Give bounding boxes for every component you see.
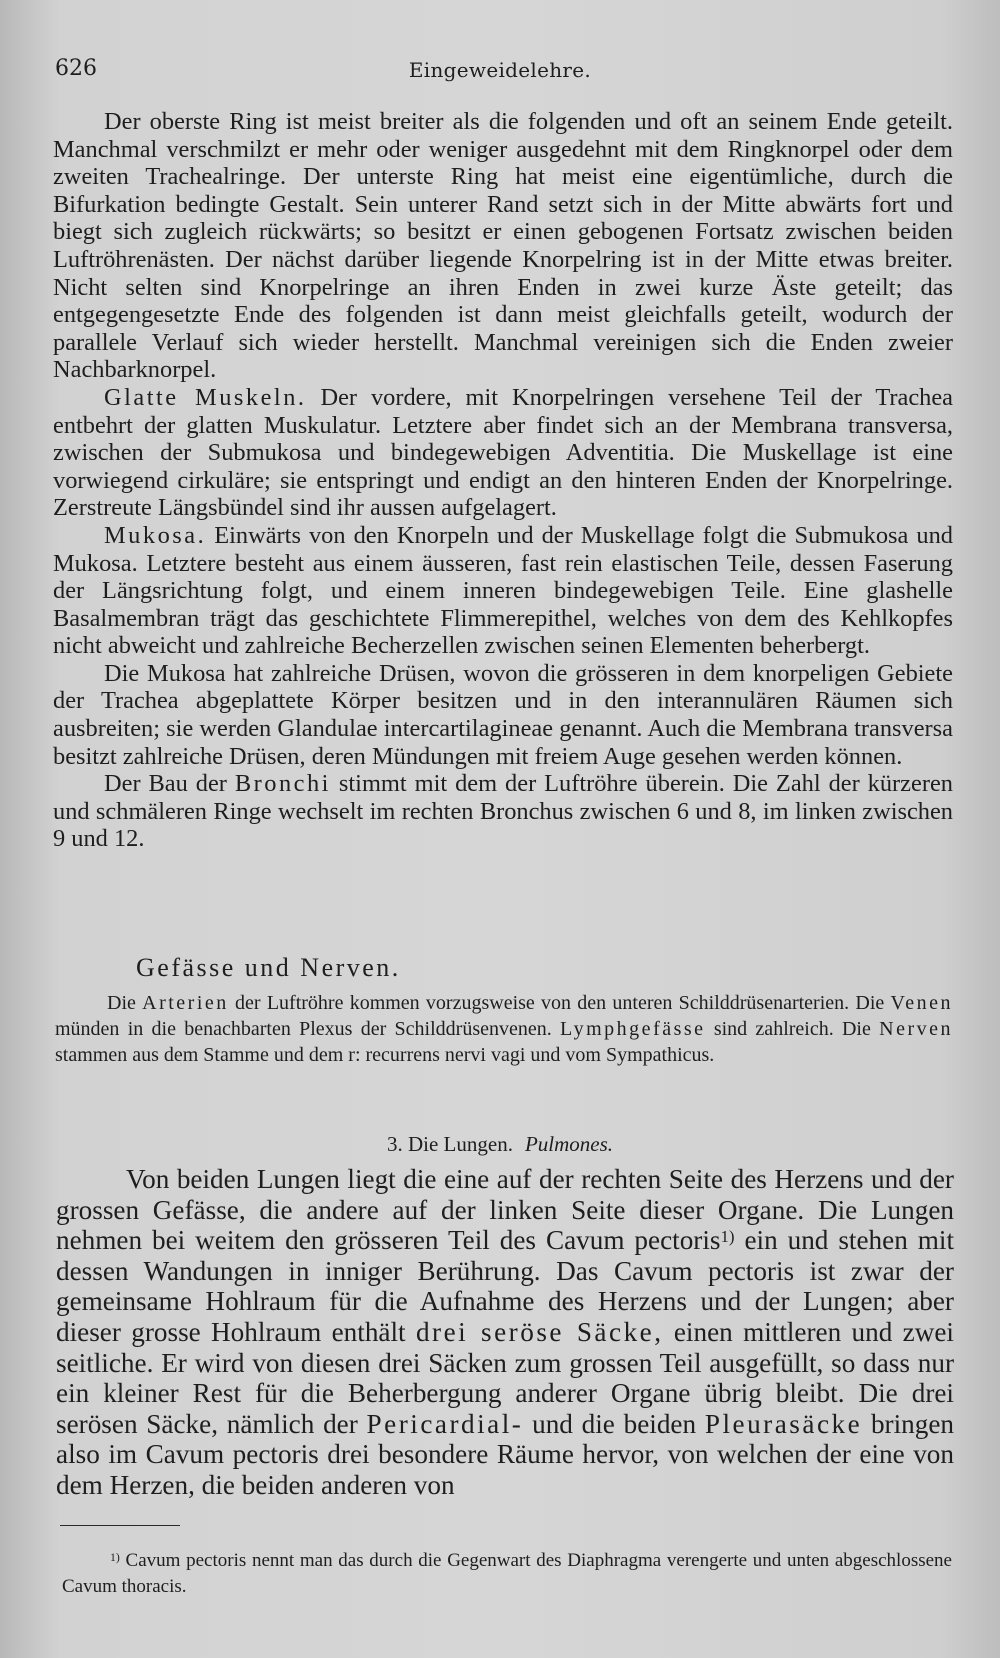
term-glatte-muskeln: Glatte Muskeln. xyxy=(104,383,307,411)
term-lymphgefaesse: Lymphgefässe xyxy=(560,1018,706,1040)
page-number: 626 xyxy=(55,56,97,81)
section-title-vessels-nerves: Gefässe und Nerven. xyxy=(136,953,401,982)
term-mukosa: Mukosa. xyxy=(104,521,207,549)
paragraph-bronchi: Der Bau der Bronchi stimmt mit dem der Luftröhre überein. Die Zahl der kürzeren und schmäleren Ringe wechselt im rechten Bronchus zwischen 6 und 8, im linken zwischen 9 und 12. xyxy=(53,770,953,853)
paragraph-cartilage-rings: Der oberste Ring ist meist breiter als die folgenden und oft an seinem Ende geteilt. Manchmal verschmilzt er mehr oder weniger ausgedehnt mit dem Ringknorpel oder dem zweiten Trachealringe. Der unterste Ring hat meist eine eigentümliche, durch die Bifurkation bedingte Gestalt. Sein unterer Rand setzt sich in der Mitte abwärts fort und biegt sich zugleich rückwärts; so besitzt er einen gebogenen Fortsatz zwischen beiden Luftröhrenästen. Der nächst darüber liegende Knorpelring ist in der Mitte etwas breiter. Nicht selten sind Knorpelringe an ihren Enden in zwei kurze Äste geteilt; das entgegengesetzte Ende des folgenden ist dann meist gleichfalls geteilt, wodurch der parallele Verlauf sich wieder herstellt. Manchmal vereinigen sich die Enden zweier Nachbarknorpel. xyxy=(53,108,953,384)
vessels-nerves-text xyxy=(55,990,953,1068)
paragraph-vessels-nerves: Die Arterien der Luftröhre kommen vorzugsweise von den unteren Schilddrüsenarterien. Die Venen münden in die benachbarten Plexus der Schilddrüsenvenen. Lymphgefässe sind zahlreich. Die Nerven stammen aus dem Stamme und dem r: recurrens nervi vagi und vom Sympathicus. xyxy=(55,992,954,1066)
page-header xyxy=(55,56,945,86)
footnote xyxy=(62,1548,952,1600)
footnote-reference: 1) xyxy=(720,1226,735,1246)
footnote-divider xyxy=(60,1525,180,1526)
paragraph-mucosa: Mukosa. Einwärts von den Knorpeln und der Muskellage folgt die Submukosa und Mukosa. Letztere besteht aus einem äusseren, fast rein elastischen Teile, dessen Faserung der Längsrichtung folgt, und einem inneren bindegewebigen Teile. Eine glashelle Basalmembran trägt das geschichtete Flimmerepithel, welches von dem des Kehlkopfes nicht abweicht und zahlreiche Becherzellen zwischen seinen Elementen beherbergt. xyxy=(53,521,953,660)
trachea-text xyxy=(53,108,953,853)
chapter-title-lungs xyxy=(0,1132,1000,1157)
term-pericardial: Pericardial- xyxy=(366,1408,524,1439)
paragraph-lungs: Von beiden Lungen liegt die eine auf der rechten Seite des Herzens und der grossen Gefässe, die andere auf der linken Seite dieser Organe. Die Lungen nehmen bei weitem den grösseren Teil des Cavum pectoris$^{1)}$ ein und stehen mit dessen Wandungen in inniger Berührung. Das Cavum pectoris ist zwar der gemeinsame Hohlraum für die Aufnahme des Herzens und der Lungen; aber dieser grosse Hohlraum enthält drei seröse Säcke, einen mittleren und zwei seitliche. Er wird von diesen drei Säcken zum grossen Teil ausgefüllt, so dass nur ein kleiner Rest für die Beherbergung anderer Organe übrig bleibt. Die drei serösen Säcke, nämlich der Pericardial- und die beiden Pleurasäcke bringen also im Cavum pectoris drei besondere Räume hervor, von welchen der eine von dem Herzen, die beiden anderen von xyxy=(56,1164,954,1500)
term-bronchi: Bronchi xyxy=(234,770,331,798)
term-venen: Venen xyxy=(890,992,953,1014)
footnote-text: $^{1)}$ Cavum pectoris nennt man das durch die Gegenwart des Diaphragma verengerte und unten abgeschlossene Cavum thoracis. xyxy=(62,1550,952,1597)
running-head: Eingeweidelehre. xyxy=(408,58,592,82)
term-arterien: Arterien xyxy=(142,992,229,1014)
paragraph-glands: Die Mukosa hat zahlreiche Drüsen, wovon die grösseren in dem knorpeligen Gebiete der Trachea abgeplattete Körper besitzen und in den interannulären Räumen sich ausbreiten; sie werden Glandulae intercartilagineae genannt. Auch die Membrana transversa besitzt zahlreiche Drüsen, deren Mündungen mit freiem Auge gesehen werden können. xyxy=(53,659,953,770)
term-seroese-saecke: drei seröse Säcke, xyxy=(415,1316,664,1347)
term-pleurasaecke: Pleurasäcke xyxy=(704,1408,863,1439)
paragraph-smooth-muscle: Glatte Muskeln. Der vordere, mit Knorpelringen versehene Teil der Trachea entbehrt der glatten Muskulatur. Letztere aber findet sich an der Membrana transversa, zwischen der Submukosa und bindegewebigen Adventitia. Die Muskellage ist eine vorwiegend cirkuläre; sie entspringt und endigt an den hinteren Enden der Knorpelringe. Zerstreute Längsbündel sind ihr aussen aufgelagert. xyxy=(53,383,953,522)
chapter-title-text: 3. Die Lungen. xyxy=(386,1132,513,1156)
lungs-text xyxy=(56,1164,954,1501)
term-nerven: Nerven xyxy=(879,1018,954,1040)
footnote-mark: 1) xyxy=(110,1550,120,1564)
chapter-title-latin: Pulmones. xyxy=(524,1132,614,1156)
